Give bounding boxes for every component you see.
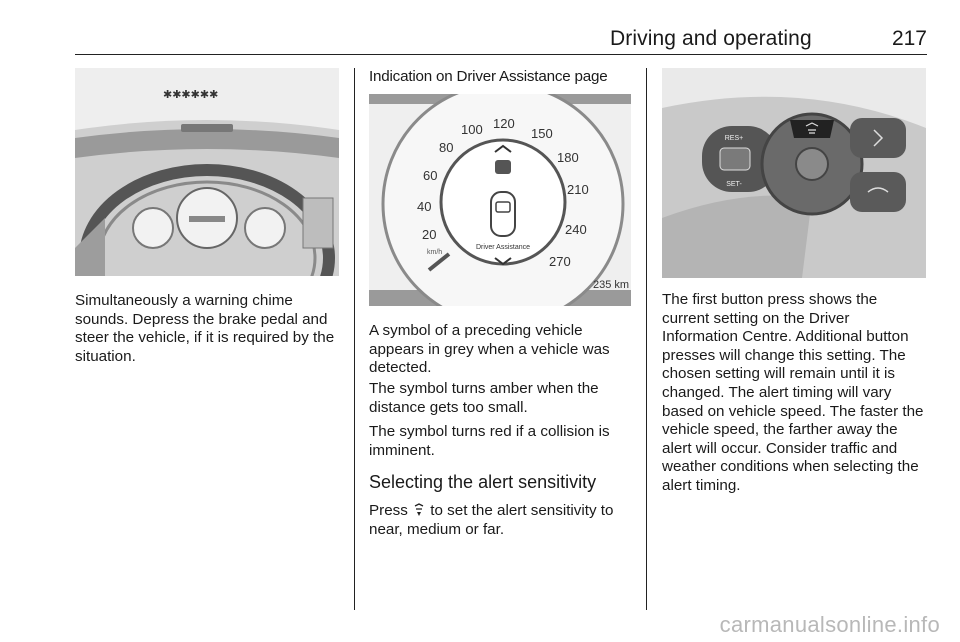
res-label: RES+ (724, 135, 744, 142)
set-label: SET- (726, 181, 742, 188)
section-subheading: Selecting the alert sensitivity (369, 472, 597, 492)
col2-paragraph-3: The symbol turns red if a collision is imminent. (369, 423, 610, 459)
tick-label: 100 (461, 122, 483, 137)
tick-label: 60 (423, 168, 438, 183)
tick-label: 240 (565, 222, 587, 237)
col3-paragraph: The first button press shows the current setting on the Driver Information Centre. Additional button presses will change this setting. The chosen setting will remain until it is changed. The alert timing will vary based on vehicle speed. The faster the vehicle speed, the farther away the alert will occur. Consider traffic and weather conditions when selecting the alert timing. (662, 291, 924, 494)
col2-paragraph-1: A symbol of a preceding vehicle appears in grey when a vehicle was detected. (369, 322, 610, 377)
driver-assistance-label: Driver Assistance (475, 244, 531, 251)
page-header-title: Driving and operating (610, 27, 812, 50)
tick-label: 20 (422, 227, 437, 242)
column-divider-right (646, 68, 647, 610)
col2-paragraph-2: The symbol turns amber when the distance gets too small. (369, 380, 599, 416)
tick-label: 180 (557, 150, 579, 165)
figure-steering-wheel (662, 68, 926, 278)
tick-label: 80 (439, 140, 454, 155)
column-divider-left (354, 68, 355, 610)
tick-label: 120 (493, 116, 515, 131)
tick-label: 40 (417, 199, 432, 214)
press-sentence-rest: to set the alert sensitivity to near, medium or far. (369, 502, 614, 538)
figure-driver-assistance (369, 94, 631, 306)
alert-sensitivity-icon (412, 503, 426, 517)
press-word: Press (369, 502, 408, 519)
col1-paragraph: Simultaneously a warning chime sounds. Depress the brake pedal and steer the vehicle, if it is required by the situation. (75, 292, 335, 365)
dashboard-illustration (75, 68, 339, 276)
steering-wheel-illustration (662, 68, 926, 278)
speedometer-illustration (369, 94, 631, 306)
speed-unit: km/h (427, 249, 443, 256)
tick-label: 150 (531, 126, 553, 141)
watermark: carmanualsonline.info (719, 612, 940, 637)
hud-warning-icon (163, 88, 218, 101)
figure-dashboard-view (75, 68, 339, 276)
tick-label: 270 (549, 254, 571, 269)
tick-label: 210 (567, 182, 589, 197)
page-number: 217 (891, 27, 927, 50)
odometer-readout: 235 km (593, 279, 630, 291)
preceding-vehicle-icon (495, 160, 511, 174)
col2-paragraph-4 (369, 502, 635, 539)
header-rule (75, 54, 927, 55)
figure-caption: Indication on Driver Assistance page (369, 68, 608, 85)
svg-text:✱✱✱✱✱✱: ✱✱✱✱✱✱ (163, 88, 219, 101)
